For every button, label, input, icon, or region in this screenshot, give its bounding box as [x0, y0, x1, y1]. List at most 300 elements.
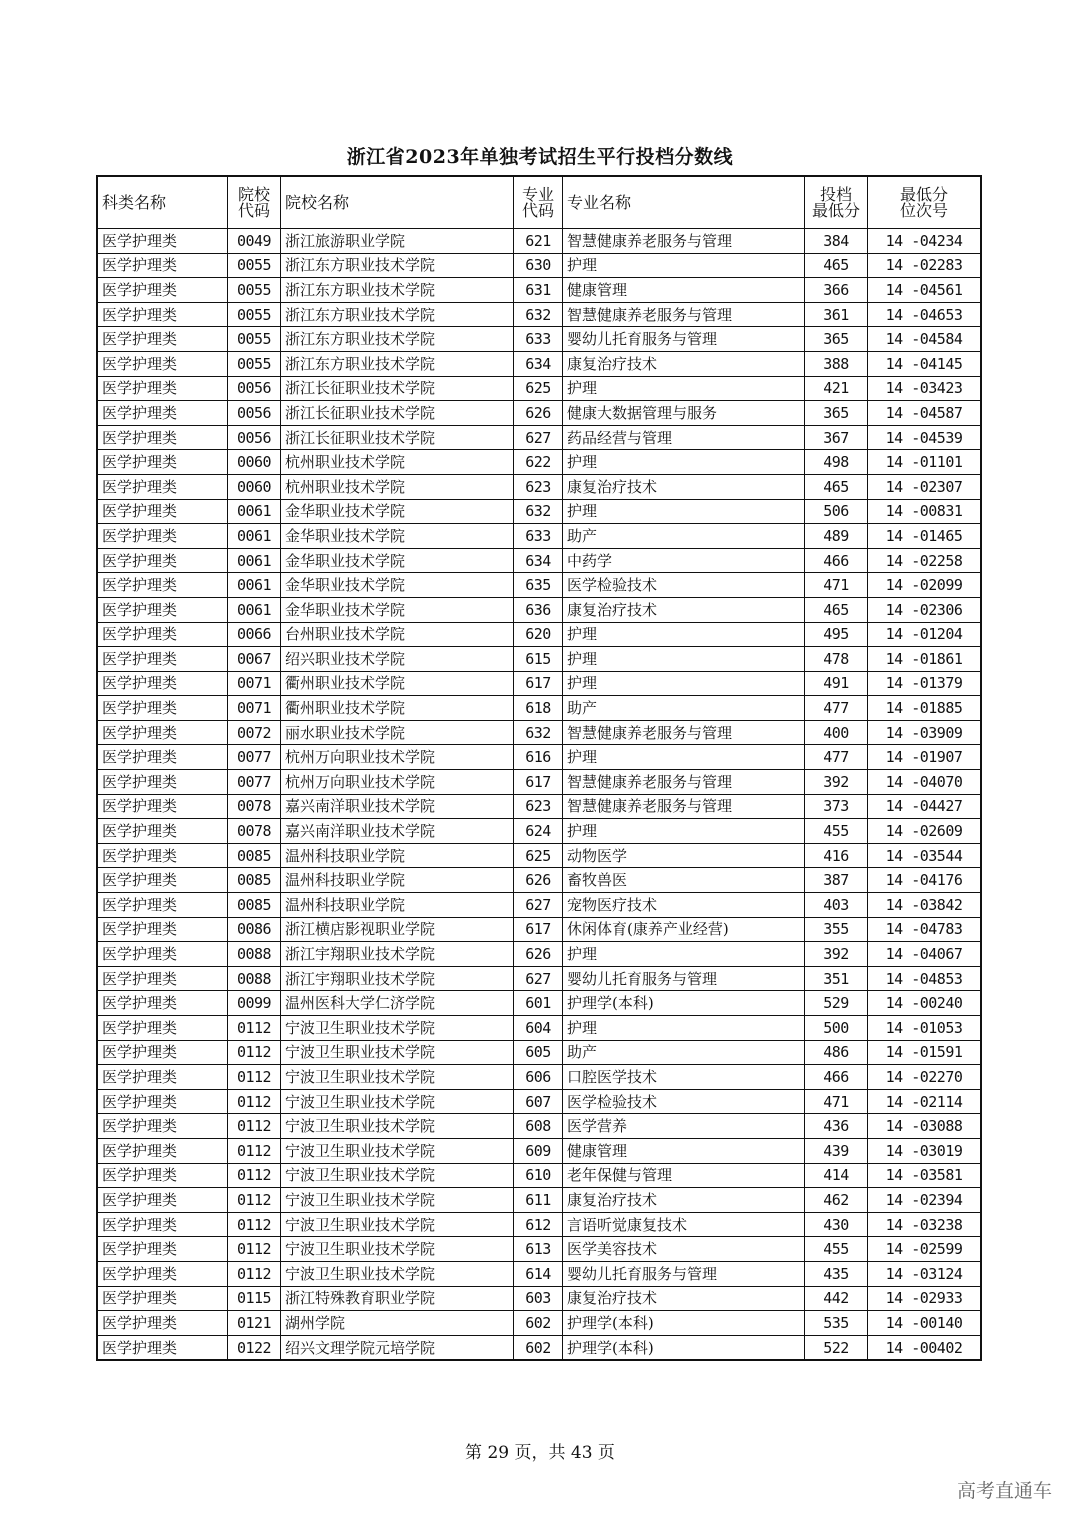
cell-school-code: 0099: [228, 991, 281, 1016]
cell-major-code: 625: [514, 843, 563, 868]
cell-category: 医学护理类: [97, 819, 228, 844]
cell-rank: 14 -03423: [868, 376, 982, 401]
cell-school-code: 0085: [228, 893, 281, 918]
cell-school-code: 0112: [228, 1089, 281, 1114]
cell-major-name: 助产: [563, 524, 805, 549]
cell-major-code: 632: [514, 499, 563, 524]
cell-category: 医学护理类: [97, 1237, 228, 1262]
cell-school-name: 浙江宇翔职业技术学院: [281, 942, 514, 967]
cell-major-code: 623: [514, 794, 563, 819]
table-row: [97, 696, 981, 721]
cell-min-score: 465: [805, 253, 868, 278]
cell-major-name: 老年保健与管理: [563, 1163, 805, 1188]
table-row: [97, 819, 981, 844]
cell-category: 医学护理类: [97, 1089, 228, 1114]
header-major-code-line1: 专业: [521, 184, 554, 204]
cell-category: 医学护理类: [97, 794, 228, 819]
cell-category: 医学护理类: [97, 671, 228, 696]
cell-major-code: 626: [514, 868, 563, 893]
cell-major-name: 护理: [563, 745, 805, 770]
cell-major-name: 护理学(本科): [563, 1311, 805, 1336]
cell-category: 医学护理类: [97, 597, 228, 622]
document-title: 浙江省2023年单独考试招生平行投档分数线: [346, 146, 734, 168]
cell-school-name: 金华职业技术学院: [281, 573, 514, 598]
cell-school-name: 宁波卫生职业技术学院: [281, 1188, 514, 1213]
cell-category: 医学护理类: [97, 696, 228, 721]
cell-category: 医学护理类: [97, 327, 228, 352]
cell-category: 医学护理类: [97, 1311, 228, 1336]
cell-major-name: 健康大数据管理与服务: [563, 401, 805, 426]
cell-category: 医学护理类: [97, 745, 228, 770]
cell-major-code: 622: [514, 450, 563, 475]
cell-school-name: 杭州万向职业技术学院: [281, 770, 514, 795]
cell-major-name: 护理: [563, 671, 805, 696]
cell-rank: 14 -01885: [868, 696, 982, 721]
cell-school-code: 0055: [228, 327, 281, 352]
table-row: [97, 376, 981, 401]
cell-category: 医学护理类: [97, 499, 228, 524]
cell-school-code: 0077: [228, 745, 281, 770]
cell-school-name: 衢州职业技术学院: [281, 696, 514, 721]
cell-school-code: 0112: [228, 1138, 281, 1163]
cell-category: 医学护理类: [97, 401, 228, 426]
cell-min-score: 489: [805, 524, 868, 549]
table-row: [97, 1138, 981, 1163]
cell-min-score: 430: [805, 1212, 868, 1237]
cell-major-code: 630: [514, 253, 563, 278]
cell-min-score: 435: [805, 1261, 868, 1286]
cell-major-code: 616: [514, 745, 563, 770]
cell-rank: 14 -01465: [868, 524, 982, 549]
cell-category: 医学护理类: [97, 868, 228, 893]
cell-rank: 14 -04070: [868, 770, 982, 795]
cell-major-code: 615: [514, 647, 563, 672]
table-row: [97, 1065, 981, 1090]
cell-major-name: 婴幼儿托育服务与管理: [563, 327, 805, 352]
cell-category: 医学护理类: [97, 843, 228, 868]
cell-major-code: 621: [514, 229, 563, 254]
cell-major-name: 护理: [563, 819, 805, 844]
cell-major-name: 休闲体育(康养产业经营): [563, 917, 805, 942]
header-major-name: 专业名称: [563, 176, 805, 229]
cell-rank: 14 -02306: [868, 597, 982, 622]
cell-min-score: 355: [805, 917, 868, 942]
cell-min-score: 361: [805, 302, 868, 327]
cell-major-code: 626: [514, 942, 563, 967]
cell-major-code: 634: [514, 548, 563, 573]
cell-school-name: 浙江旅游职业学院: [281, 229, 514, 254]
cell-major-code: 618: [514, 696, 563, 721]
cell-category: 医学护理类: [97, 1114, 228, 1139]
header-school-code-line2: 代码: [237, 200, 270, 220]
cell-school-code: 0071: [228, 671, 281, 696]
cell-rank: 14 -01379: [868, 671, 982, 696]
cell-rank: 14 -01101: [868, 450, 982, 475]
cell-major-code: 605: [514, 1040, 563, 1065]
cell-school-name: 浙江东方职业技术学院: [281, 302, 514, 327]
table-row: [97, 917, 981, 942]
table-row: [97, 1212, 981, 1237]
cell-major-name: 康复治疗技术: [563, 1188, 805, 1213]
cell-school-name: 湖州学院: [281, 1311, 514, 1336]
cell-category: 医学护理类: [97, 622, 228, 647]
cell-min-score: 365: [805, 327, 868, 352]
cell-major-name: 畜牧兽医: [563, 868, 805, 893]
cell-major-code: 617: [514, 770, 563, 795]
cell-school-code: 0122: [228, 1335, 281, 1360]
cell-major-name: 健康管理: [563, 278, 805, 303]
cell-min-score: 439: [805, 1138, 868, 1163]
cell-school-name: 宁波卫生职业技术学院: [281, 1261, 514, 1286]
cell-school-name: 浙江东方职业技术学院: [281, 253, 514, 278]
cell-school-code: 0112: [228, 1065, 281, 1090]
cell-major-name: 护理: [563, 450, 805, 475]
cell-major-code: 601: [514, 991, 563, 1016]
cell-school-code: 0061: [228, 499, 281, 524]
cell-major-name: 宠物医疗技术: [563, 893, 805, 918]
cell-school-code: 0055: [228, 278, 281, 303]
cell-rank: 14 -04145: [868, 351, 982, 376]
cell-school-code: 0112: [228, 1016, 281, 1041]
cell-rank: 14 -03019: [868, 1138, 982, 1163]
cell-rank: 14 -04584: [868, 327, 982, 352]
cell-category: 医学护理类: [97, 474, 228, 499]
cell-category: 医学护理类: [97, 524, 228, 549]
cell-major-name: 医学美容技术: [563, 1237, 805, 1262]
cell-min-score: 400: [805, 720, 868, 745]
cell-category: 医学护理类: [97, 376, 228, 401]
cell-category: 医学护理类: [97, 917, 228, 942]
table-row: [97, 1261, 981, 1286]
cell-major-code: 612: [514, 1212, 563, 1237]
cell-rank: 14 -02609: [868, 819, 982, 844]
cell-school-name: 杭州万向职业技术学院: [281, 745, 514, 770]
table-row: [97, 1188, 981, 1213]
cell-school-code: 0115: [228, 1286, 281, 1311]
cell-major-name: 中药学: [563, 548, 805, 573]
cell-school-name: 金华职业技术学院: [281, 548, 514, 573]
cell-school-name: 台州职业技术学院: [281, 622, 514, 647]
cell-school-code: 0112: [228, 1261, 281, 1286]
table-row: [97, 474, 981, 499]
cell-school-code: 0085: [228, 868, 281, 893]
cell-category: 医学护理类: [97, 770, 228, 795]
cell-min-score: 455: [805, 1237, 868, 1262]
cell-rank: 14 -03842: [868, 893, 982, 918]
table-row: [97, 425, 981, 450]
cell-major-name: 医学检验技术: [563, 573, 805, 598]
cell-school-name: 金华职业技术学院: [281, 499, 514, 524]
cell-rank: 14 -04234: [868, 229, 982, 254]
table-row: [97, 573, 981, 598]
cell-min-score: 351: [805, 966, 868, 991]
cell-school-code: 0112: [228, 1212, 281, 1237]
cell-major-code: 617: [514, 671, 563, 696]
cell-school-code: 0056: [228, 401, 281, 426]
cell-min-score: 421: [805, 376, 868, 401]
header-school-name: 院校名称: [281, 176, 514, 229]
cell-rank: 14 -02270: [868, 1065, 982, 1090]
cell-rank: 14 -01053: [868, 1016, 982, 1041]
cell-category: 医学护理类: [97, 351, 228, 376]
cell-school-name: 浙江长征职业技术学院: [281, 376, 514, 401]
cell-min-score: 455: [805, 819, 868, 844]
cell-rank: 14 -03909: [868, 720, 982, 745]
cell-major-name: 言语听觉康复技术: [563, 1212, 805, 1237]
cell-school-name: 丽水职业技术学院: [281, 720, 514, 745]
cell-major-code: 627: [514, 425, 563, 450]
table-row: [97, 278, 981, 303]
score-table: [96, 175, 982, 1361]
cell-major-name: 助产: [563, 1040, 805, 1065]
cell-major-code: 610: [514, 1163, 563, 1188]
cell-school-name: 宁波卫生职业技术学院: [281, 1163, 514, 1188]
cell-major-code: 627: [514, 893, 563, 918]
table-row: [97, 524, 981, 549]
cell-min-score: 414: [805, 1163, 868, 1188]
table-row: [97, 794, 981, 819]
cell-major-code: 602: [514, 1311, 563, 1336]
cell-rank: 14 -00831: [868, 499, 982, 524]
cell-rank: 14 -03544: [868, 843, 982, 868]
cell-major-code: 632: [514, 720, 563, 745]
cell-major-name: 护理: [563, 499, 805, 524]
cell-school-code: 0066: [228, 622, 281, 647]
cell-category: 医学护理类: [97, 253, 228, 278]
cell-major-code: 623: [514, 474, 563, 499]
cell-major-name: 护理: [563, 376, 805, 401]
cell-major-code: 604: [514, 1016, 563, 1041]
cell-school-name: 衢州职业技术学院: [281, 671, 514, 696]
header-major-code-line2: 代码: [521, 200, 554, 220]
header-rank: [868, 176, 982, 229]
cell-category: 医学护理类: [97, 1163, 228, 1188]
cell-major-name: 医学营养: [563, 1114, 805, 1139]
cell-school-code: 0061: [228, 524, 281, 549]
header-school-code-line1: 院校: [237, 184, 270, 204]
page-number: 第 29 页，共 43 页: [465, 1443, 615, 1463]
cell-min-score: 403: [805, 893, 868, 918]
cell-rank: 14 -04653: [868, 302, 982, 327]
cell-school-name: 嘉兴南洋职业技术学院: [281, 819, 514, 844]
cell-category: 医学护理类: [97, 302, 228, 327]
cell-min-score: 416: [805, 843, 868, 868]
cell-category: 医学护理类: [97, 1212, 228, 1237]
cell-rank: 14 -02099: [868, 573, 982, 598]
cell-school-name: 杭州职业技术学院: [281, 450, 514, 475]
cell-school-code: 0055: [228, 253, 281, 278]
cell-school-code: 0078: [228, 794, 281, 819]
cell-school-name: 温州科技职业学院: [281, 893, 514, 918]
cell-min-score: 442: [805, 1286, 868, 1311]
cell-school-code: 0049: [228, 229, 281, 254]
table-row: [97, 1089, 981, 1114]
header-min-score-line2: 最低分: [811, 200, 860, 220]
cell-major-name: 医学检验技术: [563, 1089, 805, 1114]
cell-rank: 14 -01204: [868, 622, 982, 647]
cell-min-score: 495: [805, 622, 868, 647]
cell-school-code: 0112: [228, 1188, 281, 1213]
header-min-score: [805, 176, 868, 229]
cell-category: 医学护理类: [97, 1065, 228, 1090]
cell-school-code: 0086: [228, 917, 281, 942]
cell-category: 医学护理类: [97, 893, 228, 918]
cell-rank: 14 -02933: [868, 1286, 982, 1311]
table-row: [97, 253, 981, 278]
table-row: [97, 647, 981, 672]
table-row: [97, 1311, 981, 1336]
header-rank-line2: 位次号: [899, 200, 948, 220]
cell-school-code: 0121: [228, 1311, 281, 1336]
cell-min-score: 373: [805, 794, 868, 819]
cell-rank: 14 -02258: [868, 548, 982, 573]
table-row: [97, 1237, 981, 1262]
cell-school-code: 0071: [228, 696, 281, 721]
cell-school-code: 0060: [228, 474, 281, 499]
table-row: [97, 548, 981, 573]
cell-major-code: 609: [514, 1138, 563, 1163]
table-body: [97, 229, 981, 1361]
table-row: [97, 327, 981, 352]
cell-min-score: 500: [805, 1016, 868, 1041]
cell-min-score: 462: [805, 1188, 868, 1213]
cell-category: 医学护理类: [97, 942, 228, 967]
cell-min-score: 486: [805, 1040, 868, 1065]
cell-school-name: 温州科技职业学院: [281, 843, 514, 868]
cell-rank: 14 -03124: [868, 1261, 982, 1286]
cell-min-score: 498: [805, 450, 868, 475]
table-row: [97, 770, 981, 795]
cell-rank: 14 -02283: [868, 253, 982, 278]
cell-major-code: 620: [514, 622, 563, 647]
cell-major-code: 631: [514, 278, 563, 303]
cell-major-name: 婴幼儿托育服务与管理: [563, 966, 805, 991]
table-row: [97, 499, 981, 524]
cell-major-code: 624: [514, 819, 563, 844]
cell-min-score: 465: [805, 474, 868, 499]
cell-rank: 14 -03088: [868, 1114, 982, 1139]
cell-min-score: 436: [805, 1114, 868, 1139]
cell-major-code: 607: [514, 1089, 563, 1114]
cell-rank: 14 -04853: [868, 966, 982, 991]
cell-category: 医学护理类: [97, 548, 228, 573]
cell-school-name: 宁波卫生职业技术学院: [281, 1040, 514, 1065]
cell-major-code: 626: [514, 401, 563, 426]
cell-school-name: 金华职业技术学院: [281, 524, 514, 549]
cell-major-name: 护理: [563, 942, 805, 967]
cell-school-code: 0061: [228, 548, 281, 573]
cell-major-code: 634: [514, 351, 563, 376]
cell-min-score: 471: [805, 573, 868, 598]
cell-rank: 14 -03581: [868, 1163, 982, 1188]
cell-rank: 14 -00402: [868, 1335, 982, 1360]
cell-school-name: 浙江特殊教育职业学院: [281, 1286, 514, 1311]
cell-major-code: 636: [514, 597, 563, 622]
table-row: [97, 991, 981, 1016]
cell-major-name: 动物医学: [563, 843, 805, 868]
cell-major-code: 617: [514, 917, 563, 942]
cell-rank: 14 -01907: [868, 745, 982, 770]
table-row: [97, 720, 981, 745]
cell-school-code: 0112: [228, 1237, 281, 1262]
cell-school-name: 宁波卫生职业技术学院: [281, 1114, 514, 1139]
cell-rank: 14 -00140: [868, 1311, 982, 1336]
header-major-code: [514, 176, 563, 229]
cell-school-name: 浙江宇翔职业技术学院: [281, 966, 514, 991]
cell-major-code: 608: [514, 1114, 563, 1139]
cell-category: 医学护理类: [97, 573, 228, 598]
cell-major-name: 智慧健康养老服务与管理: [563, 302, 805, 327]
cell-min-score: 384: [805, 229, 868, 254]
cell-min-score: 491: [805, 671, 868, 696]
table-row: [97, 1114, 981, 1139]
cell-min-score: 367: [805, 425, 868, 450]
cell-major-name: 婴幼儿托育服务与管理: [563, 1261, 805, 1286]
cell-min-score: 465: [805, 597, 868, 622]
cell-min-score: 466: [805, 1065, 868, 1090]
cell-school-name: 浙江长征职业技术学院: [281, 401, 514, 426]
cell-major-code: 614: [514, 1261, 563, 1286]
cell-min-score: 535: [805, 1311, 868, 1336]
cell-category: 医学护理类: [97, 278, 228, 303]
table-row: [97, 1286, 981, 1311]
cell-rank: 14 -02394: [868, 1188, 982, 1213]
cell-school-code: 0078: [228, 819, 281, 844]
cell-rank: 14 -01861: [868, 647, 982, 672]
cell-min-score: 365: [805, 401, 868, 426]
cell-min-score: 529: [805, 991, 868, 1016]
cell-school-name: 宁波卫生职业技术学院: [281, 1089, 514, 1114]
cell-category: 医学护理类: [97, 1286, 228, 1311]
cell-major-name: 护理: [563, 647, 805, 672]
cell-major-code: 632: [514, 302, 563, 327]
table-row: [97, 671, 981, 696]
table-row: [97, 622, 981, 647]
cell-major-name: 健康管理: [563, 1138, 805, 1163]
cell-min-score: 477: [805, 745, 868, 770]
cell-rank: 14 -04176: [868, 868, 982, 893]
cell-major-name: 护理学(本科): [563, 991, 805, 1016]
cell-school-code: 0056: [228, 376, 281, 401]
cell-major-name: 护理: [563, 253, 805, 278]
cell-school-code: 0067: [228, 647, 281, 672]
cell-category: 医学护理类: [97, 1261, 228, 1286]
cell-rank: 14 -04427: [868, 794, 982, 819]
cell-school-code: 0056: [228, 425, 281, 450]
cell-category: 医学护理类: [97, 1138, 228, 1163]
table-row: [97, 868, 981, 893]
cell-school-code: 0072: [228, 720, 281, 745]
table-row: [97, 1163, 981, 1188]
header-min-score-line1: 投档: [819, 184, 852, 204]
cell-major-code: 625: [514, 376, 563, 401]
cell-school-code: 0088: [228, 966, 281, 991]
cell-min-score: 506: [805, 499, 868, 524]
cell-major-name: 智慧健康养老服务与管理: [563, 794, 805, 819]
cell-school-code: 0055: [228, 351, 281, 376]
cell-major-name: 康复治疗技术: [563, 1286, 805, 1311]
cell-major-name: 智慧健康养老服务与管理: [563, 229, 805, 254]
cell-rank: 14 -04783: [868, 917, 982, 942]
cell-min-score: 392: [805, 942, 868, 967]
watermark-text: 高考直通车: [956, 1480, 1052, 1502]
table-row: [97, 597, 981, 622]
cell-major-code: 633: [514, 327, 563, 352]
cell-major-code: 603: [514, 1286, 563, 1311]
cell-category: 医学护理类: [97, 1188, 228, 1213]
cell-min-score: 387: [805, 868, 868, 893]
cell-major-name: 口腔医学技术: [563, 1065, 805, 1090]
